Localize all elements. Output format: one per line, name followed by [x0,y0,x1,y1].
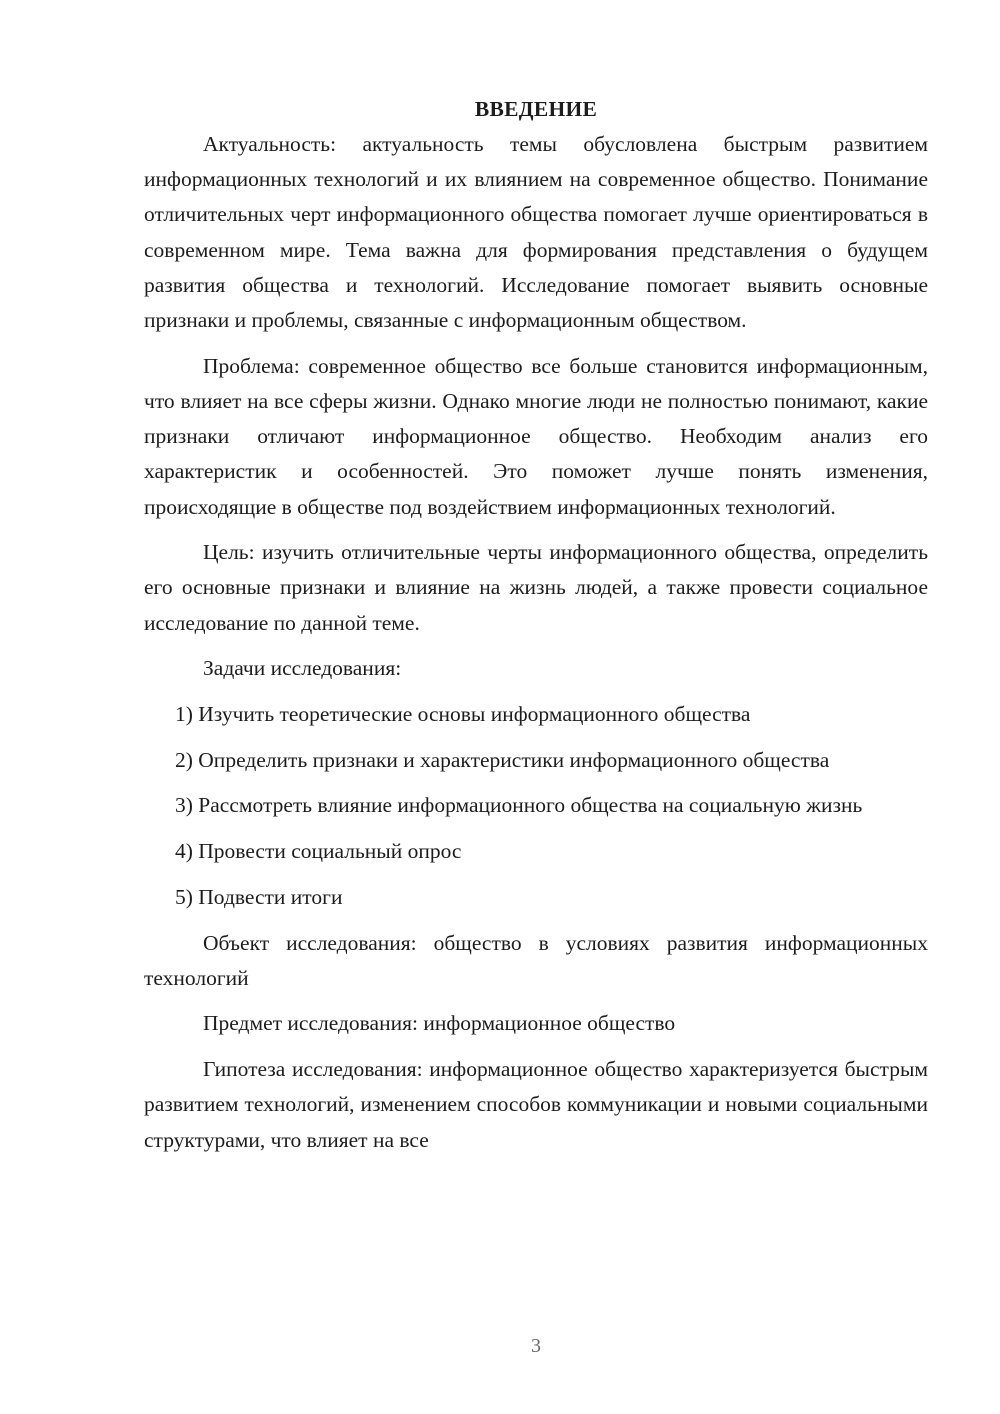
paragraph-subject: Предмет исследования: информационное общество [203,1011,676,1036]
task-item-1: 1) Изучить теоретические основы информационного общества [175,702,751,727]
document-page [144,92,928,1158]
paragraph-relevance: Актуальность: актуальность темы обусловлена быстрым развитием информационных технологий и их влиянием на современное общество. Понимание отличительных черт информационного общества помогает лучше ориентироваться в современном мире. Тема важна для формирования представления о будущем развития общества и технологий. Исследование помогает выявить основные признаки и проблемы, связанные с информационным обществом. [144,132,928,333]
tasks-title: Задачи исследования: [203,656,402,681]
page-number: 3 [531,1335,541,1357]
paragraph-problem: Проблема: современное общество все больше становится информационным, что влияет на все сферы жизни. Однако многие люди не полностью понимают, какие признаки отличают информационное общество. Необходим анализ его характеристик и особенностей. Это поможет лучше понять изменения, происходящие в обществе под воздействием информационных технологий. [144,353,928,519]
paragraph-hypothesis: Гипотеза исследования: информационное общество характеризуется быстрым развитием технологий, изменением способов коммуникации и новыми социальными структурами, что влияет на все [144,1057,928,1152]
task-item-2: 2) Определить признаки и характеристики информационного общества [175,747,830,772]
paragraph-object: Объект исследования: общество в условиях развития информационных технологий [144,930,928,990]
section-heading: ВВЕДЕНИЕ [474,97,598,121]
task-item-4: 4) Провести социальный опрос [175,839,462,864]
task-item-5: 5) Подвести итоги [175,884,343,909]
task-item-3: 3) Рассмотреть влияние информационного общества на социальную жизнь [175,793,863,818]
paragraph-goal: Цель: изучить отличительные черты информационного общества, определить его основные признаки и влияние на жизнь людей, а также провести социальное исследование по данной теме. [144,540,928,635]
